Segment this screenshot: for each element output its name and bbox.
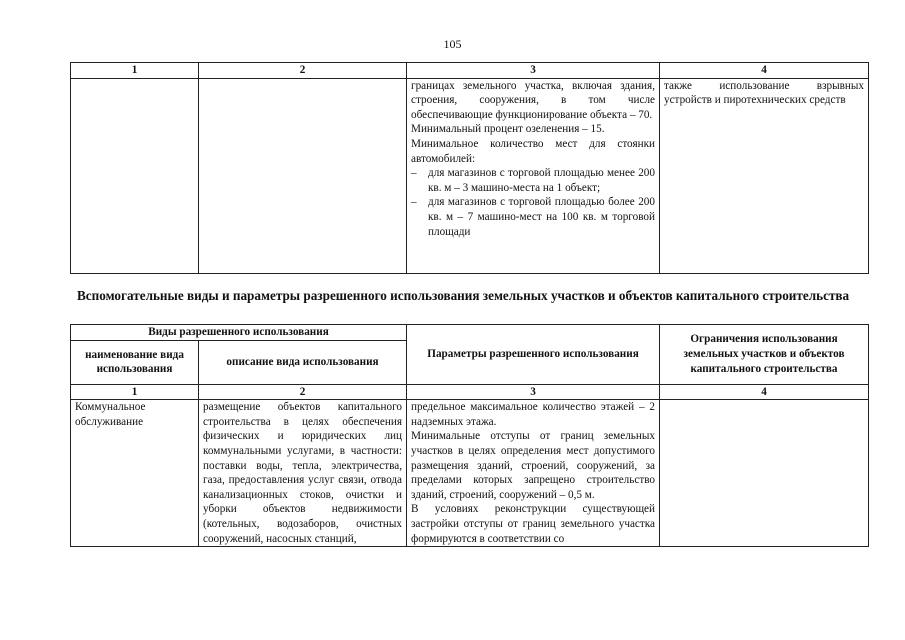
list-item: – для магазинов с торговой площадью менее 200 кв. м – 3 машино-места на 1 объект; [411,166,655,195]
column-number-row [71,63,869,79]
param-paragraph: В условиях реконструкции существующей застройки отступы от границ земельного участка формируются в соответствии со [411,503,656,545]
continuation-table [70,62,869,274]
cell-use-name: Коммунальное обслуживание [71,400,199,547]
auxiliary-uses-table [70,324,869,547]
group-header: Виды разрешенного использования [71,325,407,341]
cell-parameters [407,400,660,547]
col-number-4: 4 [660,384,869,400]
description-header: описание вида использования [199,340,407,384]
parking-list [411,166,655,239]
param-paragraph: Минимальные отступы от границ земельных участков в целях определения мест допустимого размещения зданий, строений, сооружений, за пределами которых запрещено строительство зданий, строений, сооружений – 0,5 м. [411,430,656,501]
param-paragraph: предельное максимальное количество этажей – 2 надземных этажа. [411,401,656,428]
table-row [71,400,869,547]
cell-parameters [407,78,660,273]
col-number-3: 3 [407,384,660,400]
cell-use-description: размещение объектов капитального строительства в целях обеспечения физических и юридических лиц коммунальными услугами, в частности: поставки воды, тепла, электричества, газа, предоставления услуг связи, отвода канализационных стоков, очистки и уборки объектов недвижимости (котельных, водозаборов, очистных сооружений, насосных станций, [199,400,407,547]
param-line: Минимальное количество мест для стоянки автомобилей: [411,137,655,165]
page-number: 105 [443,37,462,51]
param-line: границах земельного участка, включая здания, строения, сооружения, в том числе обеспечивающие функционирование объекта – 70. [411,79,655,121]
cell-col2 [199,78,407,273]
parameters-header: Параметры разрешенного использования [407,325,660,385]
section-title: Вспомогательные виды и параметры разрешенного использования земельных участков и объектов капитального строительства [77,288,850,303]
restrictions-header: Ограничения использования земельных участков и объектов капитального строительства [660,325,869,385]
col-number-1: 1 [71,63,199,79]
table-row [71,78,869,273]
col-number-2: 2 [199,63,407,79]
name-header: наименование вида использования [71,340,199,384]
cell-restrictions: также использование взрывных устройств и пиротехнических средств [660,78,869,273]
col-number-3: 3 [407,63,660,79]
col-number-2: 2 [199,384,407,400]
param-line: Минимальный процент озеленения – 15. [411,123,605,136]
cell-col1 [71,78,199,273]
column-number-row [71,384,869,400]
cell-restrictions [660,400,869,547]
col-number-1: 1 [71,384,199,400]
list-item: – для магазинов с торговой площадью более 200 кв. м – 7 машино-мест на 100 кв. м торговой площади [411,195,655,239]
col-number-4: 4 [660,63,869,79]
header-row [71,325,869,341]
